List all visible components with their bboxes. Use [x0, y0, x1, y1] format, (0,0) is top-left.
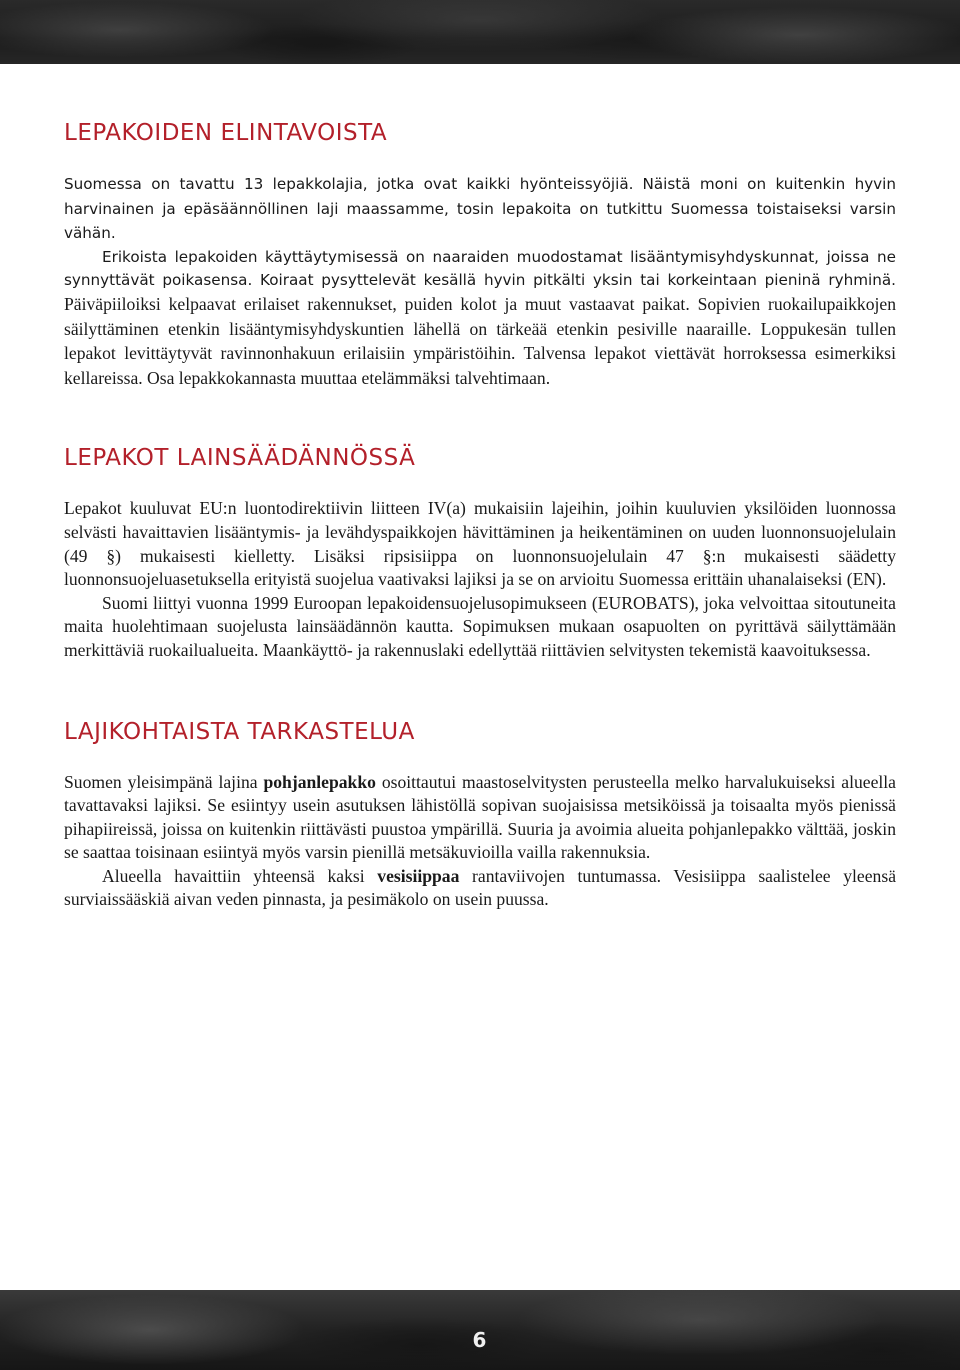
section-title-lainsaadanto: LEPAKOT LAINSÄÄDÄNNÖSSÄ	[64, 445, 416, 472]
section-3-paragraph-2-pre: Alueella havaittiin yhteensä kaksi	[102, 865, 378, 886]
section-2-paragraph-1: Lepakot kuuluvat EU:n luontodirektiivin liitteen IV(a) mukaisiin lajeihin, joihin kuuluvien yksilöiden luonnossa selvästi havaittavien lisääntymis- ja levähdyspaikkojen hävittäminen ja heikentäminen on uuden luonnonsuojelulain (49 §) mukaisesti kielletty. Lisäksi ripsisiippa on luonnonsuojelulain 47 §:n mukaisesti säädetty luonnonsuojeluasetuksella erityistä suojelua vaativaksi lajiksi ja se on arvioitu Suomessa erittäin uhanalaiseksi (EN).	[64, 498, 896, 590]
section-1-paragraph-2-a: Erikoista lepakoiden käyttäytymisessä on naaraiden muodostamat lisääntymisyhdyskunnat, joissa ne synnyttävät poikasensa. Koiraat pysyttelevät kesällä hyvin pitkälti yksin tai korkeintaan pieninä ryhminä.	[64, 247, 896, 290]
section-1-paragraph-1	[64, 172, 896, 246]
section-3-paragraph-1-pre: Suomen yleisimpänä lajina	[64, 771, 264, 792]
section-title-lajikohtaista: LAJIKOHTAISTA TARKASTELUA	[64, 718, 415, 745]
page-number: 6	[472, 1328, 488, 1352]
section-3-paragraph-2	[64, 865, 896, 912]
section-title-elintavat: LEPAKOIDEN ELINTAVOISTA	[64, 120, 388, 146]
page-content	[64, 118, 896, 912]
section-1-paragraph-2-b: Päiväpiiloiksi kelpaavat erilaiset rakennukset, puiden kolot ja muut vastaavat paikat. Sopivien ruokailupaikkojen säilyttäminen etenkin lisääntymisyhdyskuntien lähellä on tärkeää etenkin pesiville naaraille. Loppukesän tullen lepakot levittäytyvät ravinnonhakuun erilaisiin ympäristöihin. Talvensa lepakot viettävät horroksessa esimerkiksi kellareissa. Osa lepakkokannasta muuttaa etelämmäksi talvehtimaan.	[64, 293, 896, 388]
section-3-paragraph-2-post: rantaviivojen tuntumassa. Vesisiippa saalistelee yleensä surviaissääskiä aivan veden pinnasta, ja pesimäkolo on usein puussa.	[64, 865, 896, 910]
header-texture-band	[0, 0, 960, 64]
section-3-paragraph-1	[64, 771, 896, 865]
section-1-paragraph-1-a: Suomessa on tavattu 13 lepakkolajia, jotka ovat kaikki hyönteissyöjiä.	[64, 175, 634, 193]
species-name-pohjanlepakko: pohjanlepakko	[263, 771, 376, 792]
section-1-paragraph-2	[64, 246, 896, 392]
species-name-vesisiippa: vesisiippaa	[377, 865, 460, 886]
section-1-paragraph-1-b: Näistä moni on kuitenkin hyvin harvinainen ja epäsäännöllinen laji maassamme, tosin lepakoita on tutkittu Suomessa toistaiseksi varsin vähän.	[64, 175, 897, 243]
footer-texture-band	[0, 1290, 960, 1370]
section-3-paragraph-1-post: osoittautui maastoselvitysten perusteella melko harvalukuiseksi alueella tavattavaksi lajiksi. Se esiintyy usein asutuksen lähistöllä sopivan suojaisissa metsiköissä ja toisaalta myös pienissä pihapiireissä, joissa on kuitenkin riittävästi puustoa ympärillä. Suuria ja avoimia alueita pohjanlepakko välttää, joskin se saattaa toisinaan esiintyä myös varsin pienillä metsäkuvioilla vailla rakennuksia.	[64, 771, 896, 863]
section-2-paragraph-2: Suomi liittyi vuonna 1999 Euroopan lepakoidensuojelusopimukseen (EUROBATS), joka velvoittaa sitoutuneita maita huolehtimaan suojelusta lainsäädännön kautta. Sopimuksen mukaan osapuolten on pyrittävä säilyttämään merkittäviä ruokailualueita. Maankäyttö- ja rakennuslaki edellyttää riittävien selvitysten tekemistä kaavoituksessa.	[64, 592, 896, 660]
